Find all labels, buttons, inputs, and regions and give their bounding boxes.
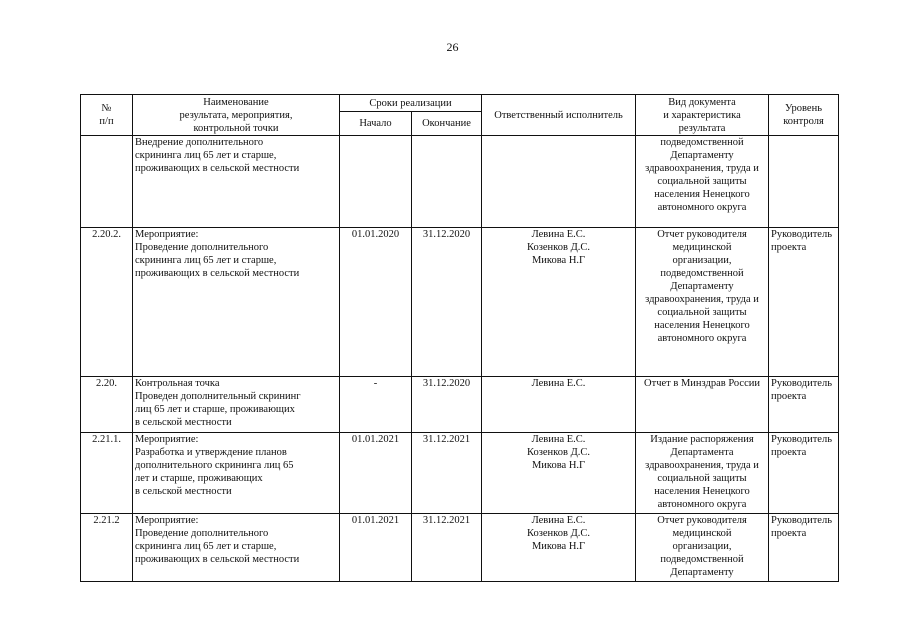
row-document: Отчет руководителя медицинской организации, подведомственной Департаменту здравоохранения, труда и социальной защиты населения Ненецкого автономного округа bbox=[636, 228, 769, 377]
row-control-level: Руководитель проекта bbox=[769, 514, 839, 582]
header-name: Наименование результата, мероприятия, контрольной точки bbox=[133, 95, 340, 136]
header-start: Начало bbox=[340, 112, 412, 136]
row-name: Мероприятие: Разработка и утверждение планов дополнительного скрининга лиц 65 лет и старше, проживающих в сельской местности bbox=[133, 433, 340, 514]
row-start bbox=[340, 136, 412, 228]
plan-table bbox=[80, 94, 839, 582]
row-name: Мероприятие: Проведение дополнительного скрининга лиц 65 лет и старше, проживающих в сельской местности bbox=[133, 514, 340, 582]
header-end: Окончание bbox=[412, 112, 482, 136]
header-document: Вид документа и характеристика результата bbox=[636, 95, 769, 136]
row-number: 2.21.2 bbox=[81, 514, 133, 582]
row-document: Отчет в Минздрав России bbox=[636, 377, 769, 433]
row-start: 01.01.2021 bbox=[340, 514, 412, 582]
row-number bbox=[81, 136, 133, 228]
row-end: 31.12.2021 bbox=[412, 433, 482, 514]
table-row bbox=[81, 377, 839, 433]
row-start: 01.01.2020 bbox=[340, 228, 412, 377]
row-end bbox=[412, 136, 482, 228]
row-document: Отчет руководителя медицинской организации, подведомственной Департаменту bbox=[636, 514, 769, 582]
row-name: Мероприятие: Проведение дополнительного скрининга лиц 65 лет и старше, проживающих в сельской местности bbox=[133, 228, 340, 377]
row-responsible: Левина Е.С. bbox=[482, 377, 636, 433]
row-number: 2.21.1. bbox=[81, 433, 133, 514]
row-name: Внедрение дополнительного скрининга лиц 65 лет и старше, проживающих в сельской местности bbox=[133, 136, 340, 228]
row-start: - bbox=[340, 377, 412, 433]
table-header bbox=[81, 95, 839, 136]
header-terms: Сроки реализации bbox=[340, 95, 482, 112]
row-name: Контрольная точка Проведен дополнительный скрининг лиц 65 лет и старше, проживающих в сельской местности bbox=[133, 377, 340, 433]
row-end: 31.12.2020 bbox=[412, 228, 482, 377]
header-responsible: Ответственный исполнитель bbox=[482, 95, 636, 136]
row-responsible: Левина Е.С. Козенков Д.С. Микова Н.Г bbox=[482, 514, 636, 582]
header-control-level: Уровень контроля bbox=[769, 95, 839, 136]
row-start: 01.01.2021 bbox=[340, 433, 412, 514]
row-document: подведомственной Департаменту здравоохранения, труда и социальной защиты населения Ненецкого автономного округа bbox=[636, 136, 769, 228]
row-number: 2.20.2. bbox=[81, 228, 133, 377]
row-control-level: Руководитель проекта bbox=[769, 228, 839, 377]
row-number: 2.20. bbox=[81, 377, 133, 433]
page-number: 26 bbox=[446, 40, 459, 54]
table-row bbox=[81, 228, 839, 377]
table-row bbox=[81, 514, 839, 582]
table-row bbox=[81, 136, 839, 228]
row-responsible: Левина Е.С. Козенков Д.С. Микова Н.Г bbox=[482, 228, 636, 377]
row-end: 31.12.2020 bbox=[412, 377, 482, 433]
row-control-level: Руководитель проекта bbox=[769, 433, 839, 514]
row-responsible: Левина Е.С. Козенков Д.С. Микова Н.Г bbox=[482, 433, 636, 514]
row-control-level bbox=[769, 136, 839, 228]
row-document: Издание распоряжения Департамента здравоохранения, труда и социальной защиты населения Ненецкого автономного округа bbox=[636, 433, 769, 514]
table-row bbox=[81, 433, 839, 514]
row-end: 31.12.2021 bbox=[412, 514, 482, 582]
row-responsible bbox=[482, 136, 636, 228]
row-control-level: Руководитель проекта bbox=[769, 377, 839, 433]
header-number: № п/п bbox=[81, 95, 133, 136]
